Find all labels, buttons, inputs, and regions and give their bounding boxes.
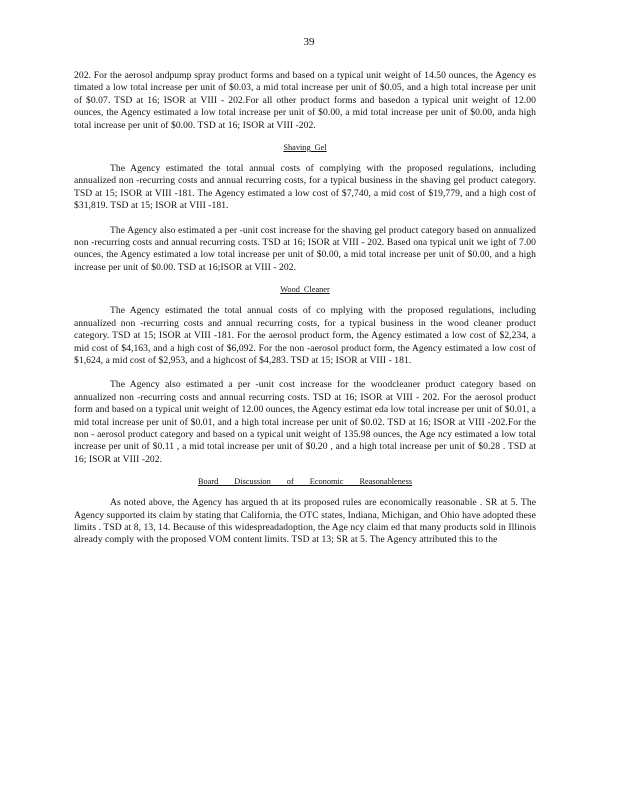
paragraph-spacer — [74, 367, 536, 379]
document-body — [74, 70, 536, 547]
paragraph-wood-cleaner-costs: The Agency estimated the total annual costs of co mplying with the proposed regulations, including annualized non -recurring costs and annual recurring costs, for a typical business in the wood cleaner product category. TSD at 15; ISOR at VIII -181. For the aerosol product form, the Agency estimated a low cost of $2,234, a mid cost of $4,163, and a high cost of $6,092. For the non -aerosol product form, the Agency estimated a low cost of $1,624, a mid cost of $2,953, and a highcost of $4,283. TSD at 15; ISOR at VIII - 181. — [74, 305, 536, 366]
paragraph-aerosol-continuation: 202. For the aerosol andpump spray product forms and based on a typical unit weight of 14.50 ounces, the Agency es timated a low total increase per unit of $0.03, a mid total increase per unit of $0.05, and a high total increase per unit of $0.07. TSD at 16; ISOR at VIII - 202.For all other product forms and basedon a typical unit weight of 12.00 ounces, the Agency estimated a low total increase per unit of $0.00, a mid total increase per unit of $0.00, anda high total increase per unit of $0.00. TSD at 16; ISOR at VIII -202. — [74, 70, 536, 131]
section-heading-wood-cleaner: Wood Cleaner — [280, 285, 330, 295]
section-heading-shaving-gel: Shaving Gel — [283, 143, 327, 153]
paragraph-wood-cleaner-unit-costs: The Agency also estimated a per -unit cost increase for the woodcleaner product category based on annualized non -recurring costs and annual recurring costs. TSD at 16; ISOR at VIII - 202. For the aerosol product form and based on a typical unit weight of 12.00 ounces, the Agency estimat eda low total increase per unit of $0.01, a mid total increase per unit of $0.01, and a high total increase per unit of $0.02. TSD at 16; ISOR at VIII -202.For the non - aerosol product category and based on a typical unit weight of 135.98 ounces, the Age ncy estimated a low total increase per unit of $0.11 , a mid total increase per unit of $0.20 , and a high total increase per unit of $0.28 . TSD at 16; ISOR at VIII -202. — [74, 379, 536, 465]
page-number: 39 — [303, 36, 315, 48]
paragraph-spacer — [74, 213, 536, 225]
paragraph-shaving-gel-unit-costs: The Agency also estimated a per -unit cost increase for the shaving gel product category based on annualized non -recurring costs and annual recurring costs. TSD at 16; ISOR at VIII - 202. Based ona typical unit we ight of 7.00 ounces, the Agency estimated a low total increase per unit of $0.00, a mid total increase per unit of $0.00, and a high increase per unit of $0.00. TSD at 16;ISOR at VIII - 202. — [74, 224, 536, 273]
paragraph-shaving-gel-costs: The Agency estimated the total annual costs of complying with the proposed regulations, including annualized non -recurring costs and annual recurring costs, for a typical business in the shaving gel product category. TSD at 15; ISOR at VIII -181. The Agency estimated a low cost of $7,740, a mid cost of $19,779, and a high cost of $31,819. TSD at 15; ISOR at VIII -181. — [74, 163, 536, 212]
section-heading-board-discussion: Board Discussion of Economic Reasonableness — [197, 477, 413, 487]
paragraph-board-discussion: As noted above, the Agency has argued th at its proposed rules are economically reasonable . SR at 5. The Agency supported its claim by stating that California, the OTC states, Indiana, Michigan, and Ohio have adopted these limits . TSD at 8, 13, 14. Because of this widespreadadoption, the Age ncy claim ed that many products sold in Illinois already comply with the proposed VOM content limits. TSD at 13; SR at 5. The Agency attributed this to the — [74, 497, 536, 546]
